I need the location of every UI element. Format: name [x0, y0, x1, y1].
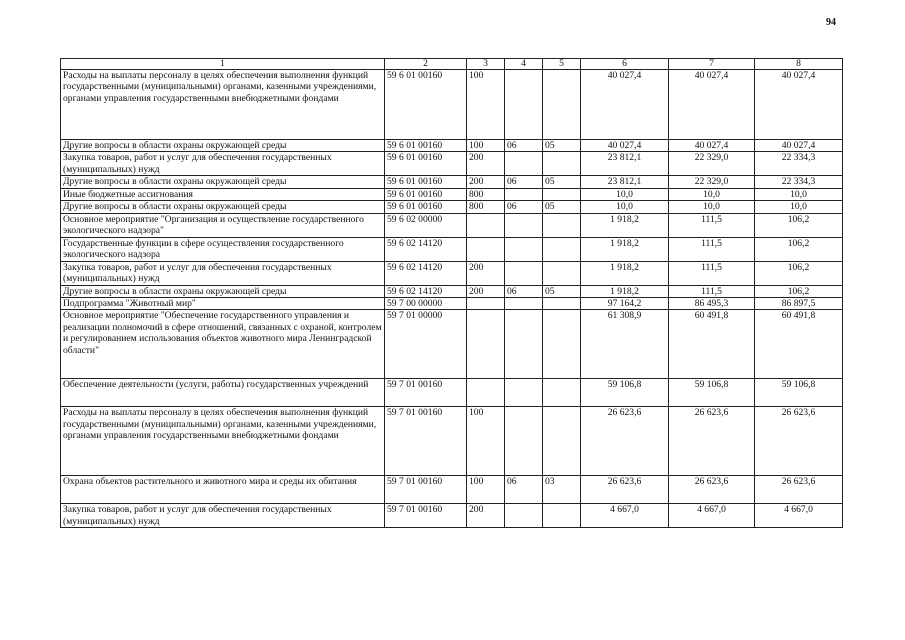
row-section: 06: [505, 176, 543, 188]
row-section: 06: [505, 140, 543, 152]
row-name: Закупка товаров, работ и услуг для обеспечения государственных (муниципальных) нужд: [61, 152, 385, 176]
column-header-8: 8: [755, 59, 843, 70]
row-value-col6: 61 308,9: [581, 310, 669, 379]
row-subsection: [543, 70, 581, 140]
row-expense-type: 200: [467, 261, 505, 285]
row-value-col6: 1 918,2: [581, 261, 669, 285]
table-row: [61, 152, 843, 176]
row-value-col7: 40 027,4: [669, 70, 755, 140]
row-name: Другие вопросы в области охраны окружающей среды: [61, 201, 385, 213]
row-value-col7: 59 106,8: [669, 379, 755, 407]
row-value-col7: 10,0: [669, 188, 755, 200]
column-header-6: 6: [581, 59, 669, 70]
row-subsection: [543, 310, 581, 379]
row-section: [505, 188, 543, 200]
row-expense-type: 100: [467, 476, 505, 504]
page-number: 94: [826, 17, 836, 28]
row-code: 59 6 02 14120: [385, 261, 467, 285]
row-name: Иные бюджетные ассигнования: [61, 188, 385, 200]
row-expense-type: [467, 213, 505, 237]
row-name: Другие вопросы в области охраны окружающей среды: [61, 176, 385, 188]
row-code: 59 6 01 00160: [385, 188, 467, 200]
row-subsection: [543, 188, 581, 200]
row-code: 59 7 00 00000: [385, 298, 467, 310]
column-header-4: 4: [505, 59, 543, 70]
row-subsection: [543, 504, 581, 528]
row-expense-type: 200: [467, 285, 505, 297]
table-row: [61, 504, 843, 528]
row-expense-type: [467, 298, 505, 310]
row-value-col8: 10,0: [755, 188, 843, 200]
row-value-col7: 10,0: [669, 201, 755, 213]
row-subsection: [543, 261, 581, 285]
row-value-col8: 4 667,0: [755, 504, 843, 528]
row-section: 06: [505, 285, 543, 297]
row-expense-type: 100: [467, 70, 505, 140]
row-subsection: [543, 407, 581, 476]
row-expense-type: 100: [467, 407, 505, 476]
row-value-col7: 26 623,6: [669, 407, 755, 476]
row-value-col8: 106,2: [755, 237, 843, 261]
row-value-col8: 40 027,4: [755, 140, 843, 152]
row-value-col8: 22 334,3: [755, 152, 843, 176]
row-expense-type: 200: [467, 504, 505, 528]
row-value-col6: 23 812,1: [581, 176, 669, 188]
row-value-col7: 60 491,8: [669, 310, 755, 379]
row-value-col7: 40 027,4: [669, 140, 755, 152]
budget-table: [60, 58, 843, 528]
row-section: [505, 261, 543, 285]
row-section: [505, 310, 543, 379]
table-row: [61, 379, 843, 407]
row-subsection: [543, 298, 581, 310]
row-expense-type: 800: [467, 201, 505, 213]
row-value-col6: 10,0: [581, 188, 669, 200]
row-code: 59 6 01 00160: [385, 70, 467, 140]
table-row: [61, 188, 843, 200]
row-section: [505, 379, 543, 407]
row-value-col7: 4 667,0: [669, 504, 755, 528]
row-expense-type: [467, 379, 505, 407]
row-section: [505, 237, 543, 261]
table-row: [61, 285, 843, 297]
table-row: [61, 476, 843, 504]
row-code: 59 7 01 00160: [385, 379, 467, 407]
row-code: 59 6 01 00160: [385, 176, 467, 188]
row-subsection: [543, 152, 581, 176]
table-row: [61, 261, 843, 285]
row-expense-type: 200: [467, 152, 505, 176]
row-section: [505, 407, 543, 476]
row-name: Расходы на выплаты персоналу в целях обеспечения выполнения функций государственными (муниципальными) органами, казенными учреждениями, органами управления государственными внебюджетными фондами: [61, 407, 385, 476]
row-section: [505, 152, 543, 176]
table-row: [61, 140, 843, 152]
row-expense-type: 800: [467, 188, 505, 200]
row-name: Основное мероприятие "Организация и осуществление государственного экологического надзора": [61, 213, 385, 237]
row-subsection: [543, 237, 581, 261]
table-row: [61, 201, 843, 213]
row-code: 59 7 01 00000: [385, 310, 467, 379]
row-subsection: 03: [543, 476, 581, 504]
row-value-col7: 111,5: [669, 237, 755, 261]
row-value-col8: 60 491,8: [755, 310, 843, 379]
row-value-col6: 26 623,6: [581, 407, 669, 476]
table-row: [61, 70, 843, 140]
row-value-col6: 1 918,2: [581, 285, 669, 297]
row-expense-type: [467, 237, 505, 261]
row-name: Государственные функции в сфере осуществления государственного экологического надзора: [61, 237, 385, 261]
table-body: [61, 70, 843, 528]
table-row: [61, 237, 843, 261]
row-value-col6: 59 106,8: [581, 379, 669, 407]
row-code: 59 6 02 00000: [385, 213, 467, 237]
row-code: 59 6 02 14120: [385, 237, 467, 261]
row-name: Другие вопросы в области охраны окружающей среды: [61, 140, 385, 152]
row-value-col7: 26 623,6: [669, 476, 755, 504]
row-section: [505, 213, 543, 237]
row-name: Охрана объектов растительного и животного мира и среды их обитания: [61, 476, 385, 504]
row-value-col8: 40 027,4: [755, 70, 843, 140]
row-value-col7: 111,5: [669, 213, 755, 237]
row-value-col8: 26 623,6: [755, 476, 843, 504]
row-name: Закупка товаров, работ и услуг для обеспечения государственных (муниципальных) нужд: [61, 261, 385, 285]
row-value-col7: 111,5: [669, 261, 755, 285]
row-value-col6: 1 918,2: [581, 237, 669, 261]
column-header-1: 1: [61, 59, 385, 70]
column-header-7: 7: [669, 59, 755, 70]
row-expense-type: 200: [467, 176, 505, 188]
row-value-col8: 59 106,8: [755, 379, 843, 407]
row-section: [505, 298, 543, 310]
row-value-col7: 22 329,0: [669, 152, 755, 176]
row-code: 59 7 01 00160: [385, 476, 467, 504]
column-header-3: 3: [467, 59, 505, 70]
row-subsection: 05: [543, 176, 581, 188]
row-value-col8: 106,2: [755, 213, 843, 237]
row-code: 59 7 01 00160: [385, 504, 467, 528]
row-expense-type: 100: [467, 140, 505, 152]
header-row: [61, 59, 843, 70]
row-section: [505, 70, 543, 140]
row-value-col6: 1 918,2: [581, 213, 669, 237]
row-value-col7: 86 495,3: [669, 298, 755, 310]
row-name: Основное мероприятие "Обеспечение государственного управления и реализации полномочий в сфере отношений, связанных с охраной, контролем и регулированием использования объектов животного мира Ленинградской области": [61, 310, 385, 379]
row-value-col6: 26 623,6: [581, 476, 669, 504]
column-header-5: 5: [543, 59, 581, 70]
row-name: Обеспечение деятельности (услуги, работы) государственных учреждений: [61, 379, 385, 407]
row-value-col6: 40 027,4: [581, 70, 669, 140]
row-section: 06: [505, 476, 543, 504]
row-section: [505, 504, 543, 528]
column-header-2: 2: [385, 59, 467, 70]
row-value-col6: 23 812,1: [581, 152, 669, 176]
table-row: [61, 176, 843, 188]
row-code: 59 6 01 00160: [385, 140, 467, 152]
row-value-col8: 86 897,5: [755, 298, 843, 310]
table-row: [61, 213, 843, 237]
table-row: [61, 298, 843, 310]
row-subsection: 05: [543, 285, 581, 297]
row-code: 59 6 02 14120: [385, 285, 467, 297]
row-name: Закупка товаров, работ и услуг для обеспечения государственных (муниципальных) нужд: [61, 504, 385, 528]
row-value-col8: 10,0: [755, 201, 843, 213]
row-name: Подпрограмма "Животный мир": [61, 298, 385, 310]
row-subsection: 05: [543, 140, 581, 152]
row-value-col7: 22 329,0: [669, 176, 755, 188]
row-section: 06: [505, 201, 543, 213]
table-row: [61, 407, 843, 476]
row-value-col7: 111,5: [669, 285, 755, 297]
table-row: [61, 310, 843, 379]
row-value-col8: 26 623,6: [755, 407, 843, 476]
row-subsection: 05: [543, 201, 581, 213]
row-name: Другие вопросы в области охраны окружающей среды: [61, 285, 385, 297]
row-value-col8: 106,2: [755, 285, 843, 297]
row-value-col6: 40 027,4: [581, 140, 669, 152]
row-expense-type: [467, 310, 505, 379]
row-code: 59 7 01 00160: [385, 407, 467, 476]
row-value-col6: 4 667,0: [581, 504, 669, 528]
row-code: 59 6 01 00160: [385, 201, 467, 213]
row-value-col6: 10,0: [581, 201, 669, 213]
row-value-col8: 22 334,3: [755, 176, 843, 188]
row-value-col6: 97 164,2: [581, 298, 669, 310]
row-name: Расходы на выплаты персоналу в целях обеспечения выполнения функций государственными (муниципальными) органами, казенными учреждениями, органами управления государственными внебюджетными фондами: [61, 70, 385, 140]
row-value-col8: 106,2: [755, 261, 843, 285]
row-subsection: [543, 379, 581, 407]
row-subsection: [543, 213, 581, 237]
row-code: 59 6 01 00160: [385, 152, 467, 176]
